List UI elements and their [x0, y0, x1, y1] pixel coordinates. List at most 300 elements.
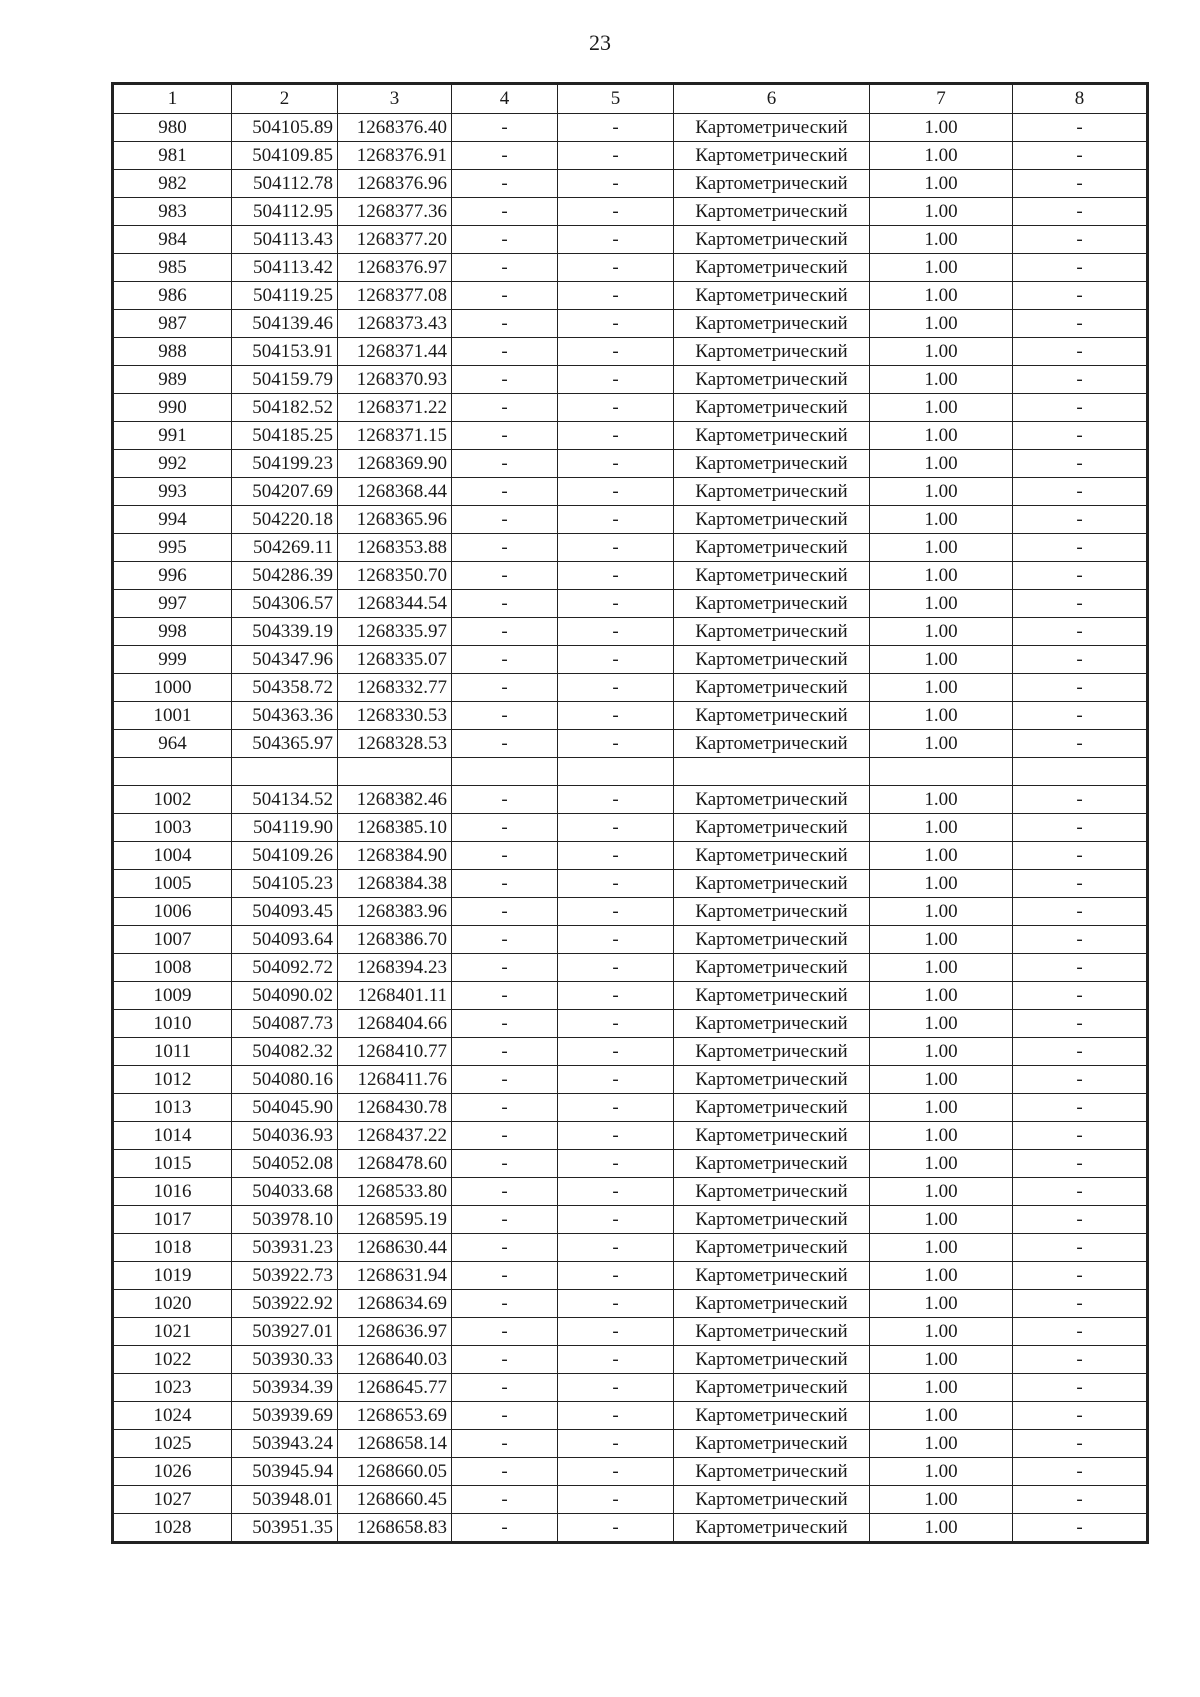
- x-coordinate-cell: 504119.25: [232, 282, 338, 310]
- point-number-cell: 1026: [114, 1458, 232, 1486]
- point-number-cell: 1008: [114, 954, 232, 982]
- accuracy-cell: 1.00: [870, 954, 1013, 982]
- accuracy-cell: 1.00: [870, 478, 1013, 506]
- point-number-cell: 999: [114, 646, 232, 674]
- x-coordinate-cell: 504119.90: [232, 814, 338, 842]
- col4-cell: -: [452, 1346, 558, 1374]
- col5-cell: -: [558, 170, 674, 198]
- table-row: [114, 590, 1147, 618]
- point-number-cell: 984: [114, 226, 232, 254]
- col8-cell: -: [1013, 954, 1147, 982]
- table-row: [114, 1290, 1147, 1318]
- table-row: [114, 786, 1147, 814]
- col8-cell: -: [1013, 646, 1147, 674]
- col8-cell: -: [1013, 1458, 1147, 1486]
- col5-cell: -: [558, 786, 674, 814]
- col5-cell: -: [558, 310, 674, 338]
- method-cell: Картометрический: [674, 1094, 870, 1122]
- method-cell: Картометрический: [674, 590, 870, 618]
- col5-cell: -: [558, 1122, 674, 1150]
- col5-cell: -: [558, 898, 674, 926]
- accuracy-cell: 1.00: [870, 450, 1013, 478]
- x-coordinate-cell: 504087.73: [232, 1010, 338, 1038]
- col5-cell: -: [558, 254, 674, 282]
- point-number-cell: 1017: [114, 1206, 232, 1234]
- table-row: [114, 1346, 1147, 1374]
- accuracy-cell: 1.00: [870, 618, 1013, 646]
- point-number-cell: 964: [114, 730, 232, 758]
- col5-cell: -: [558, 1318, 674, 1346]
- col8-cell: -: [1013, 366, 1147, 394]
- y-coordinate-cell: 1268376.96: [338, 170, 452, 198]
- x-coordinate-cell: 504109.26: [232, 842, 338, 870]
- y-coordinate-cell: 1268437.22: [338, 1122, 452, 1150]
- table-row: [114, 1094, 1147, 1122]
- x-coordinate-cell: 504052.08: [232, 1150, 338, 1178]
- x-coordinate-cell: 504363.36: [232, 702, 338, 730]
- table-row: [114, 1318, 1147, 1346]
- col4-cell: -: [452, 646, 558, 674]
- table-row: [114, 478, 1147, 506]
- method-cell: Картометрический: [674, 898, 870, 926]
- header-cell: 1: [114, 85, 232, 114]
- method-cell: Картометрический: [674, 842, 870, 870]
- table-row: [114, 1178, 1147, 1206]
- col8-cell: -: [1013, 1066, 1147, 1094]
- col4-cell: -: [452, 170, 558, 198]
- accuracy-cell: 1.00: [870, 1122, 1013, 1150]
- col5-cell: -: [558, 618, 674, 646]
- table-row: [114, 506, 1147, 534]
- x-coordinate-cell: 504207.69: [232, 478, 338, 506]
- point-number-cell: 1002: [114, 786, 232, 814]
- point-number-cell: 980: [114, 114, 232, 142]
- col5-cell: -: [558, 590, 674, 618]
- col4-cell: -: [452, 1150, 558, 1178]
- col5-cell: -: [558, 1038, 674, 1066]
- method-cell: Картометрический: [674, 1066, 870, 1094]
- accuracy-cell: 1.00: [870, 1374, 1013, 1402]
- y-coordinate-cell: 1268660.05: [338, 1458, 452, 1486]
- table-row: [114, 954, 1147, 982]
- x-coordinate-cell: 504113.43: [232, 226, 338, 254]
- point-number-cell: 1027: [114, 1486, 232, 1514]
- col4-cell: -: [452, 982, 558, 1010]
- table-row: [114, 226, 1147, 254]
- col5-cell: -: [558, 506, 674, 534]
- x-coordinate-cell: 504105.23: [232, 870, 338, 898]
- col8-cell: -: [1013, 282, 1147, 310]
- accuracy-cell: 1.00: [870, 786, 1013, 814]
- x-coordinate-cell: 504109.85: [232, 142, 338, 170]
- x-coordinate-cell: 504339.19: [232, 618, 338, 646]
- method-cell: Картометрический: [674, 786, 870, 814]
- col8-cell: -: [1013, 170, 1147, 198]
- y-coordinate-cell: 1268365.96: [338, 506, 452, 534]
- method-cell: Картометрический: [674, 478, 870, 506]
- col4-cell: -: [452, 338, 558, 366]
- method-cell: Картометрический: [674, 674, 870, 702]
- method-cell: Картометрический: [674, 870, 870, 898]
- accuracy-cell: 1.00: [870, 226, 1013, 254]
- col5-cell: -: [558, 674, 674, 702]
- method-cell: Картометрический: [674, 282, 870, 310]
- point-number-cell: 1014: [114, 1122, 232, 1150]
- y-coordinate-cell: 1268660.45: [338, 1486, 452, 1514]
- y-coordinate-cell: 1268653.69: [338, 1402, 452, 1430]
- col5-cell: -: [558, 562, 674, 590]
- col5-cell: -: [558, 142, 674, 170]
- point-number-cell: 1005: [114, 870, 232, 898]
- col4-cell: -: [452, 1262, 558, 1290]
- col4-cell: -: [452, 730, 558, 758]
- coordinates-table: [113, 84, 1147, 1542]
- point-number-cell: 986: [114, 282, 232, 310]
- accuracy-cell: 1.00: [870, 394, 1013, 422]
- table-row: [114, 674, 1147, 702]
- col8-cell: -: [1013, 1234, 1147, 1262]
- col4-cell: -: [452, 226, 558, 254]
- col8-cell: -: [1013, 926, 1147, 954]
- table-row: [114, 1234, 1147, 1262]
- col8-cell: -: [1013, 1318, 1147, 1346]
- col8-cell: -: [1013, 1150, 1147, 1178]
- col5-cell: -: [558, 282, 674, 310]
- accuracy-cell: 1.00: [870, 422, 1013, 450]
- method-cell: Картометрический: [674, 1178, 870, 1206]
- method-cell: Картометрический: [674, 1430, 870, 1458]
- y-coordinate-cell: 1268658.14: [338, 1430, 452, 1458]
- method-cell: Картометрический: [674, 1374, 870, 1402]
- col8-cell: -: [1013, 114, 1147, 142]
- col4-cell: -: [452, 394, 558, 422]
- col8-cell: -: [1013, 1178, 1147, 1206]
- x-coordinate-cell: 504185.25: [232, 422, 338, 450]
- y-coordinate-cell: 1268370.93: [338, 366, 452, 394]
- x-coordinate-cell: 504347.96: [232, 646, 338, 674]
- method-cell: Картометрический: [674, 730, 870, 758]
- point-number-cell: 995: [114, 534, 232, 562]
- accuracy-cell: 1.00: [870, 702, 1013, 730]
- point-number-cell: 993: [114, 478, 232, 506]
- accuracy-cell: 1.00: [870, 590, 1013, 618]
- col5-cell: -: [558, 478, 674, 506]
- col5-cell: -: [558, 1262, 674, 1290]
- accuracy-cell: 1.00: [870, 1262, 1013, 1290]
- accuracy-cell: 1.00: [870, 1458, 1013, 1486]
- point-number-cell: 994: [114, 506, 232, 534]
- method-cell: Картометрический: [674, 506, 870, 534]
- table-row: [114, 814, 1147, 842]
- col4-cell: -: [452, 590, 558, 618]
- x-coordinate-cell: 504306.57: [232, 590, 338, 618]
- col8-cell: -: [1013, 1402, 1147, 1430]
- y-coordinate-cell: 1268411.76: [338, 1066, 452, 1094]
- col8-cell: -: [1013, 338, 1147, 366]
- y-coordinate-cell: 1268353.88: [338, 534, 452, 562]
- col4-cell: -: [452, 1122, 558, 1150]
- col5-cell: -: [558, 1094, 674, 1122]
- method-cell: Картометрический: [674, 254, 870, 282]
- point-number-cell: 1012: [114, 1066, 232, 1094]
- accuracy-cell: 1.00: [870, 982, 1013, 1010]
- x-coordinate-cell: 504358.72: [232, 674, 338, 702]
- y-coordinate-cell: 1268658.83: [338, 1514, 452, 1542]
- col4-cell: -: [452, 310, 558, 338]
- accuracy-cell: 1.00: [870, 1402, 1013, 1430]
- point-number-cell: 1004: [114, 842, 232, 870]
- col5-cell: -: [558, 1346, 674, 1374]
- point-number-cell: 988: [114, 338, 232, 366]
- point-number-cell: 1003: [114, 814, 232, 842]
- col4-cell: -: [452, 814, 558, 842]
- y-coordinate-cell: 1268332.77: [338, 674, 452, 702]
- accuracy-cell: 1.00: [870, 674, 1013, 702]
- y-coordinate-cell: 1268335.07: [338, 646, 452, 674]
- y-coordinate-cell: 1268410.77: [338, 1038, 452, 1066]
- y-coordinate-cell: 1268384.90: [338, 842, 452, 870]
- col4-cell: -: [452, 282, 558, 310]
- col5-cell: -: [558, 366, 674, 394]
- col5-cell: -: [558, 338, 674, 366]
- y-coordinate-cell: 1268404.66: [338, 1010, 452, 1038]
- col8-cell: -: [1013, 1010, 1147, 1038]
- x-coordinate-cell: 503948.01: [232, 1486, 338, 1514]
- y-coordinate-cell: 1268631.94: [338, 1262, 452, 1290]
- y-coordinate-cell: 1268368.44: [338, 478, 452, 506]
- accuracy-cell: 1.00: [870, 142, 1013, 170]
- table-row: [114, 1430, 1147, 1458]
- method-cell: Картометрический: [674, 534, 870, 562]
- header-cell: 6: [674, 85, 870, 114]
- method-cell: Картометрический: [674, 702, 870, 730]
- col5-cell: -: [558, 450, 674, 478]
- method-cell: Картометрический: [674, 1122, 870, 1150]
- col4-cell: -: [452, 562, 558, 590]
- col8-cell: -: [1013, 870, 1147, 898]
- point-number-cell: 1024: [114, 1402, 232, 1430]
- table-row: [114, 1010, 1147, 1038]
- point-number-cell: 1006: [114, 898, 232, 926]
- table-row: [114, 366, 1147, 394]
- x-coordinate-cell: 503978.10: [232, 1206, 338, 1234]
- y-coordinate-cell: 1268371.15: [338, 422, 452, 450]
- x-coordinate-cell: 504365.97: [232, 730, 338, 758]
- point-number-cell: 1018: [114, 1234, 232, 1262]
- x-coordinate-cell: 503945.94: [232, 1458, 338, 1486]
- col8-cell: -: [1013, 1374, 1147, 1402]
- col8-cell: -: [1013, 702, 1147, 730]
- x-coordinate-cell: 504199.23: [232, 450, 338, 478]
- col4-cell: -: [452, 198, 558, 226]
- col5-cell: -: [558, 814, 674, 842]
- table-row: [114, 534, 1147, 562]
- col4-cell: -: [452, 254, 558, 282]
- col4-cell: -: [452, 786, 558, 814]
- y-coordinate-cell: 1268377.20: [338, 226, 452, 254]
- accuracy-cell: 1.00: [870, 366, 1013, 394]
- method-cell: Картометрический: [674, 114, 870, 142]
- table-separator-row: [114, 758, 1147, 786]
- y-coordinate-cell: 1268640.03: [338, 1346, 452, 1374]
- table-row: [114, 1262, 1147, 1290]
- x-coordinate-cell: 503943.24: [232, 1430, 338, 1458]
- col5-cell: -: [558, 114, 674, 142]
- x-coordinate-cell: 504033.68: [232, 1178, 338, 1206]
- table-row: [114, 646, 1147, 674]
- col8-cell: -: [1013, 198, 1147, 226]
- col8-cell: -: [1013, 786, 1147, 814]
- method-cell: [674, 758, 870, 786]
- y-coordinate-cell: 1268344.54: [338, 590, 452, 618]
- point-number-cell: 983: [114, 198, 232, 226]
- point-number-cell: 1000: [114, 674, 232, 702]
- accuracy-cell: 1.00: [870, 1038, 1013, 1066]
- table-row: [114, 870, 1147, 898]
- table-row: [114, 310, 1147, 338]
- point-number-cell: 992: [114, 450, 232, 478]
- table-row: [114, 1374, 1147, 1402]
- method-cell: Картометрический: [674, 1402, 870, 1430]
- point-number-cell: 1022: [114, 1346, 232, 1374]
- x-coordinate-cell: 504286.39: [232, 562, 338, 590]
- col8-cell: -: [1013, 1122, 1147, 1150]
- accuracy-cell: 1.00: [870, 1430, 1013, 1458]
- method-cell: Картометрический: [674, 1038, 870, 1066]
- accuracy-cell: 1.00: [870, 1514, 1013, 1542]
- y-coordinate-cell: 1268430.78: [338, 1094, 452, 1122]
- method-cell: Картометрический: [674, 1234, 870, 1262]
- col8-cell: -: [1013, 730, 1147, 758]
- point-number-cell: 990: [114, 394, 232, 422]
- y-coordinate-cell: 1268383.96: [338, 898, 452, 926]
- y-coordinate-cell: 1268636.97: [338, 1318, 452, 1346]
- col4-cell: -: [452, 1374, 558, 1402]
- method-cell: Картометрический: [674, 142, 870, 170]
- accuracy-cell: 1.00: [870, 814, 1013, 842]
- y-coordinate-cell: 1268371.22: [338, 394, 452, 422]
- y-coordinate-cell: 1268350.70: [338, 562, 452, 590]
- accuracy-cell: 1.00: [870, 1066, 1013, 1094]
- col5-cell: -: [558, 1150, 674, 1178]
- method-cell: Картометрический: [674, 1206, 870, 1234]
- col8-cell: -: [1013, 618, 1147, 646]
- accuracy-cell: 1.00: [870, 562, 1013, 590]
- col4-cell: -: [452, 1094, 558, 1122]
- y-coordinate-cell: 1268595.19: [338, 1206, 452, 1234]
- col5-cell: -: [558, 1010, 674, 1038]
- col8-cell: -: [1013, 982, 1147, 1010]
- col8-cell: -: [1013, 562, 1147, 590]
- y-coordinate-cell: 1268335.97: [338, 618, 452, 646]
- point-number-cell: 1016: [114, 1178, 232, 1206]
- col5-cell: -: [558, 1458, 674, 1486]
- col5-cell: -: [558, 1430, 674, 1458]
- col4-cell: -: [452, 842, 558, 870]
- col8-cell: -: [1013, 534, 1147, 562]
- col8-cell: -: [1013, 1262, 1147, 1290]
- col4-cell: -: [452, 1430, 558, 1458]
- col5-cell: -: [558, 1514, 674, 1542]
- y-coordinate-cell: 1268386.70: [338, 926, 452, 954]
- y-coordinate-cell: 1268382.46: [338, 786, 452, 814]
- col8-cell: -: [1013, 226, 1147, 254]
- col4-cell: -: [452, 534, 558, 562]
- x-coordinate-cell: 504139.46: [232, 310, 338, 338]
- x-coordinate-cell: [232, 758, 338, 786]
- table-row: [114, 114, 1147, 142]
- accuracy-cell: [870, 758, 1013, 786]
- col8-cell: -: [1013, 1486, 1147, 1514]
- col4-cell: -: [452, 702, 558, 730]
- method-cell: Картометрический: [674, 226, 870, 254]
- y-coordinate-cell: 1268369.90: [338, 450, 452, 478]
- method-cell: Картометрический: [674, 198, 870, 226]
- col4-cell: -: [452, 870, 558, 898]
- x-coordinate-cell: 503951.35: [232, 1514, 338, 1542]
- method-cell: Картометрический: [674, 338, 870, 366]
- accuracy-cell: 1.00: [870, 898, 1013, 926]
- col8-cell: -: [1013, 422, 1147, 450]
- accuracy-cell: 1.00: [870, 1290, 1013, 1318]
- header-cell: 8: [1013, 85, 1147, 114]
- col5-cell: -: [558, 1374, 674, 1402]
- x-coordinate-cell: 504045.90: [232, 1094, 338, 1122]
- point-number-cell: 989: [114, 366, 232, 394]
- x-coordinate-cell: 504090.02: [232, 982, 338, 1010]
- col4-cell: -: [452, 1010, 558, 1038]
- point-number-cell: 1023: [114, 1374, 232, 1402]
- method-cell: Картометрический: [674, 1486, 870, 1514]
- accuracy-cell: 1.00: [870, 310, 1013, 338]
- point-number-cell: 996: [114, 562, 232, 590]
- method-cell: Картометрический: [674, 1150, 870, 1178]
- table-row: [114, 450, 1147, 478]
- col4-cell: -: [452, 422, 558, 450]
- y-coordinate-cell: 1268371.44: [338, 338, 452, 366]
- accuracy-cell: 1.00: [870, 646, 1013, 674]
- table-body: [114, 85, 1147, 1542]
- x-coordinate-cell: 503922.92: [232, 1290, 338, 1318]
- col8-cell: -: [1013, 842, 1147, 870]
- y-coordinate-cell: 1268373.43: [338, 310, 452, 338]
- col4-cell: -: [452, 1178, 558, 1206]
- col4-cell: -: [452, 954, 558, 982]
- table-row: [114, 142, 1147, 170]
- col4-cell: -: [452, 450, 558, 478]
- x-coordinate-cell: 504134.52: [232, 786, 338, 814]
- y-coordinate-cell: 1268376.40: [338, 114, 452, 142]
- accuracy-cell: 1.00: [870, 170, 1013, 198]
- table-row: [114, 338, 1147, 366]
- col5-cell: -: [558, 1178, 674, 1206]
- header-cell: 7: [870, 85, 1013, 114]
- y-coordinate-cell: 1268377.36: [338, 198, 452, 226]
- col5-cell: -: [558, 926, 674, 954]
- x-coordinate-cell: 504092.72: [232, 954, 338, 982]
- table-row: [114, 982, 1147, 1010]
- accuracy-cell: 1.00: [870, 338, 1013, 366]
- col4-cell: -: [452, 926, 558, 954]
- col8-cell: -: [1013, 1206, 1147, 1234]
- accuracy-cell: 1.00: [870, 282, 1013, 310]
- x-coordinate-cell: 504093.45: [232, 898, 338, 926]
- col5-cell: -: [558, 422, 674, 450]
- col8-cell: -: [1013, 1514, 1147, 1542]
- x-coordinate-cell: 504159.79: [232, 366, 338, 394]
- point-number-cell: 1021: [114, 1318, 232, 1346]
- col8-cell: -: [1013, 478, 1147, 506]
